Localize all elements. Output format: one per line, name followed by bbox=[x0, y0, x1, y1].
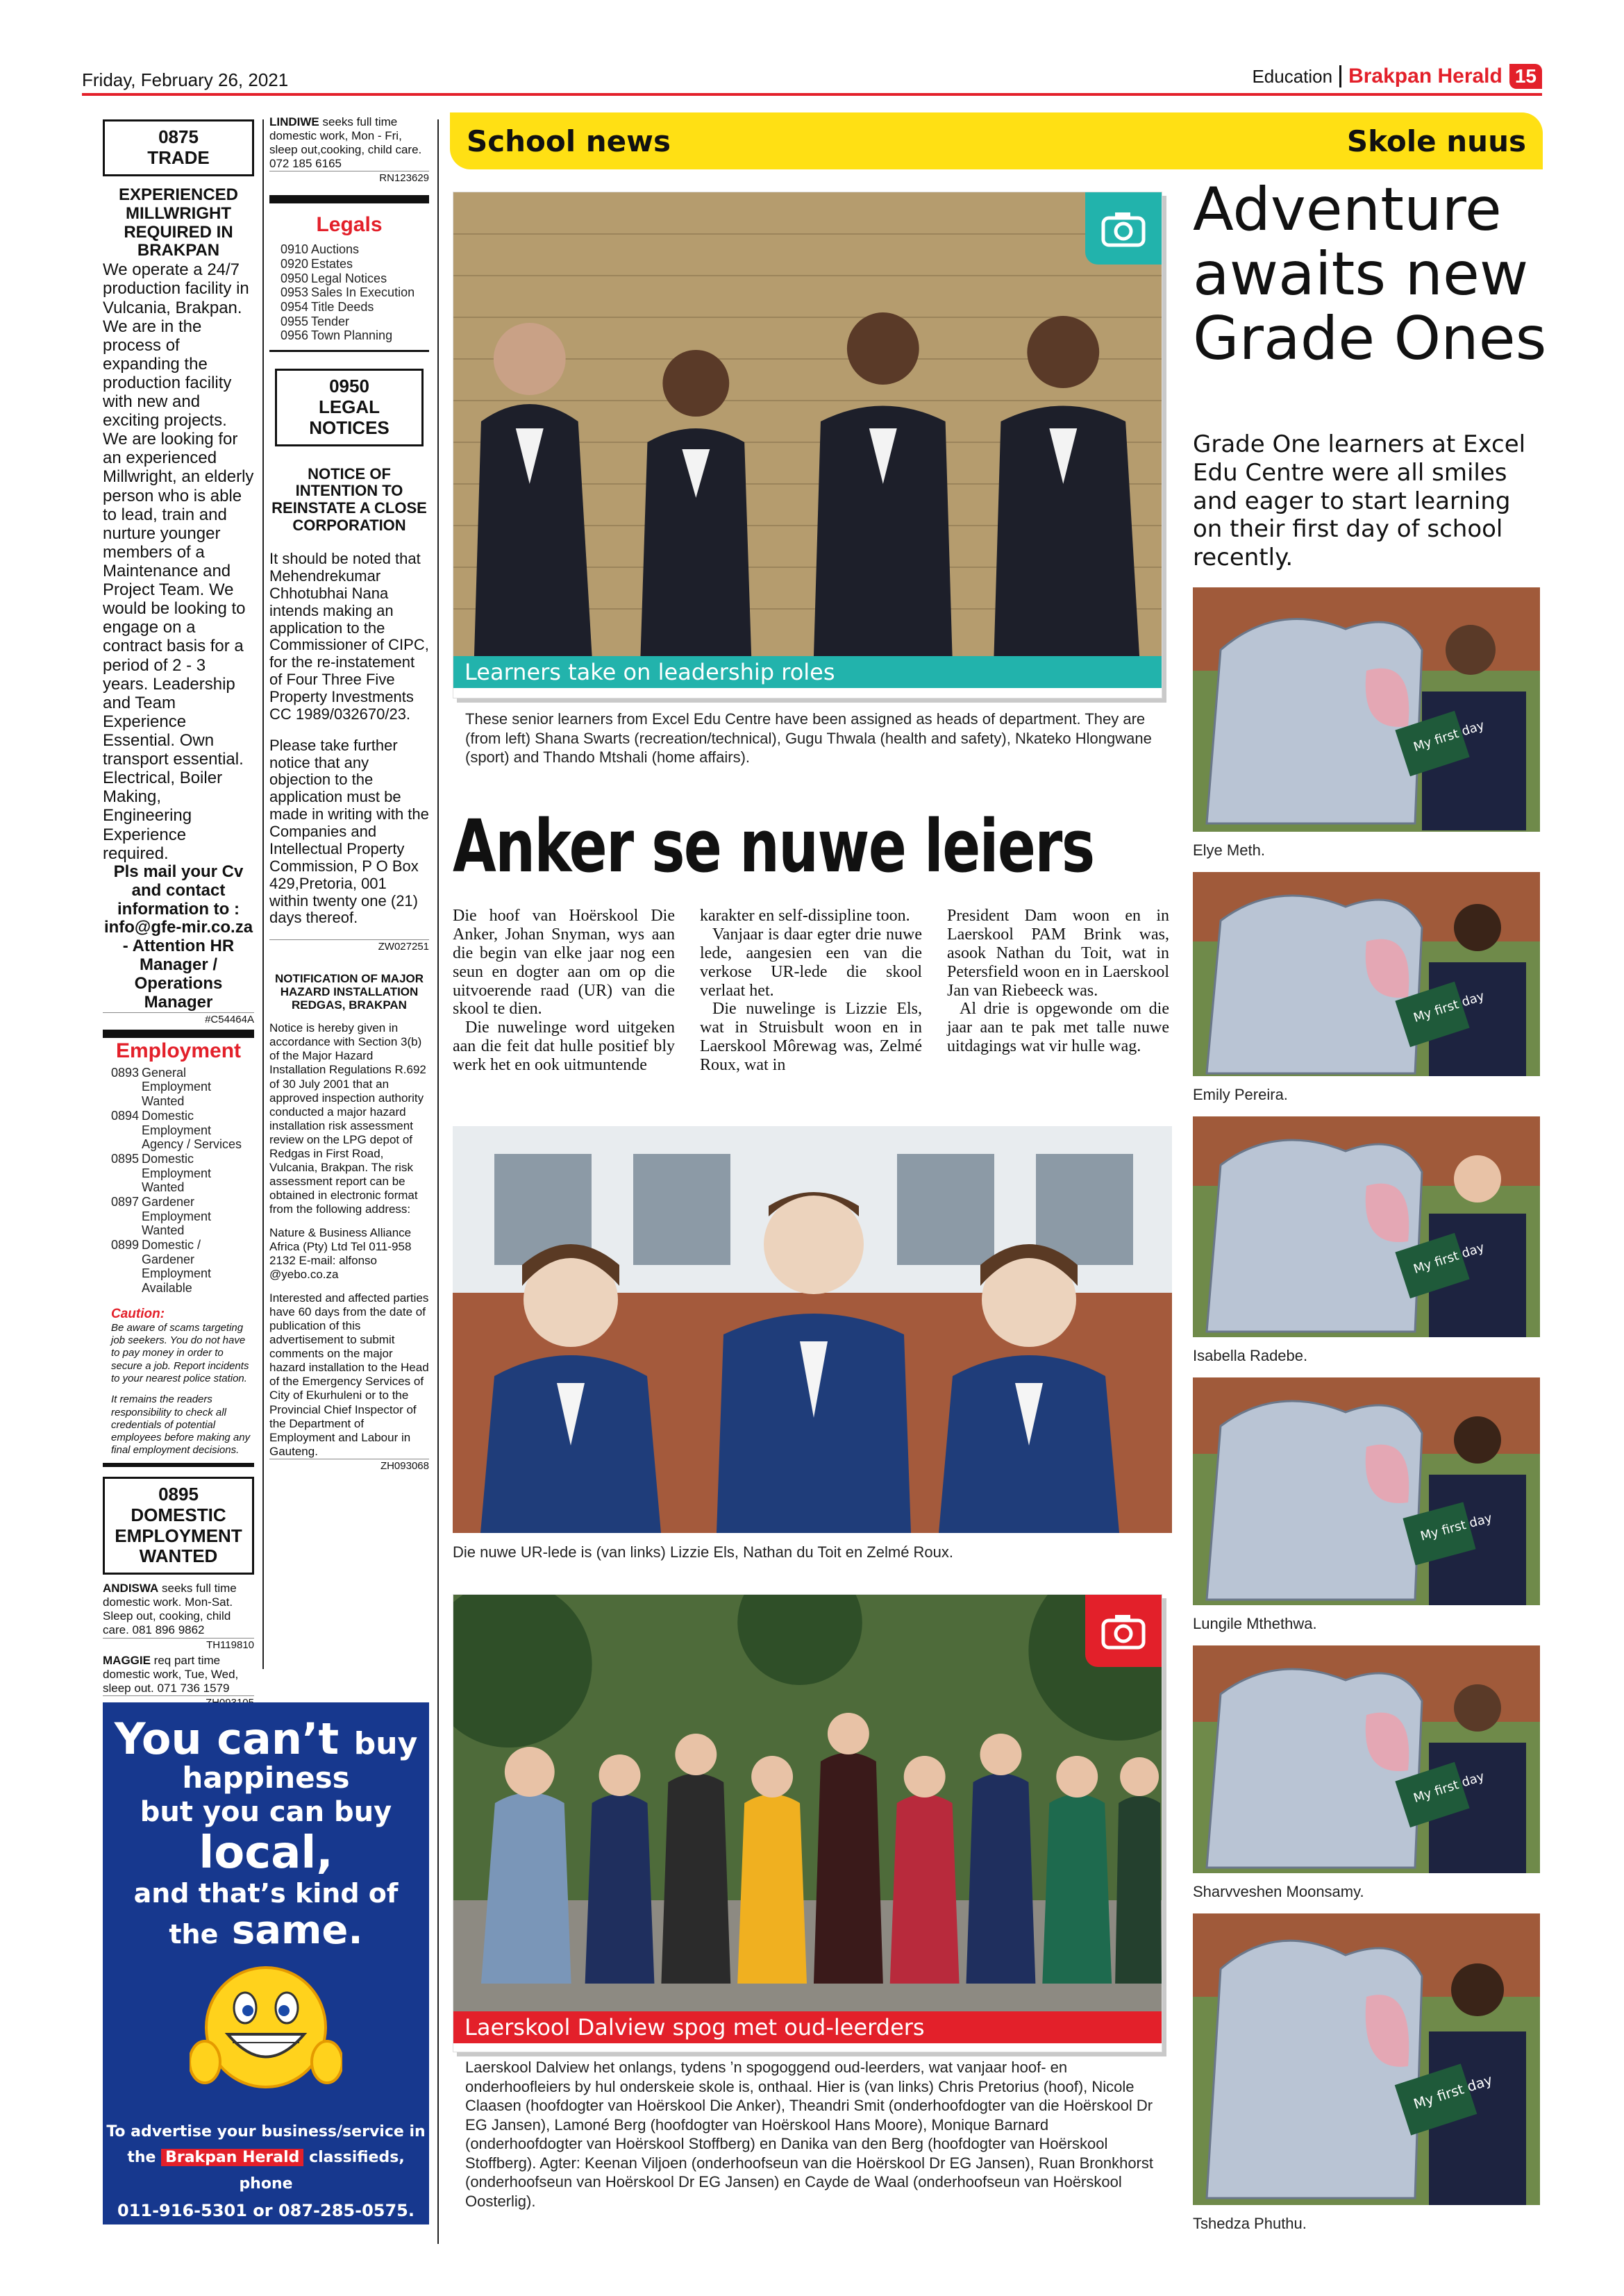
story2-col-1: Die hoof van Hoërskool Die Anker, Johan Snyman, wys aan die begin van elke jaar nog een seun en dogter aan om op die uitvoerende raad (UR) van die skool te dien. Die nuwelinge word uitgeken aan die feit dat hulle positief bly werk het en ook uitmuntende bbox=[453, 907, 675, 1074]
millwright-ref: #C54464A bbox=[103, 1012, 254, 1025]
section-rule bbox=[269, 195, 429, 203]
smiley-thumbs-icon bbox=[190, 1958, 342, 2104]
sign-text: My first day bbox=[1412, 1769, 1487, 1806]
list-item[interactable]: 0897 Gardener Employment Wanted bbox=[111, 1194, 212, 1238]
list-item[interactable]: 0950 Legal Notices bbox=[281, 271, 387, 285]
notice1-p2: Please take further notice that any objection to the application must be made in writing with the Companies and Intellectual Property Commission, P O Box 429,Pretoria, 001 within twenty one (21) days thereof. bbox=[269, 736, 429, 927]
ad-line-5: and that’s kind of bbox=[133, 1877, 399, 1909]
domestic-title: DOMESTIC EMPLOYMENT WANTED bbox=[115, 1504, 242, 1567]
kid-photo bbox=[1193, 1913, 1540, 2205]
lindiwe-ad: LINDIWE seeks full time domestic work, Mon - Fri, sleep out,cooking, child care. 072 185 6165 bbox=[269, 115, 422, 171]
andiswa-ad: ANDISWA seeks full time domestic work. Mon-Sat. Sleep out, cooking, child care. 081 896 9862 bbox=[103, 1582, 237, 1637]
kid-photo bbox=[1193, 872, 1540, 1076]
millwright-body: We operate a 24/7 production facility in Vulcania, Brakpan. We are in the process of expanding the production facility with new and exciting projects. We are looking for an experienced Millwright, an elderly person who is able to lead, train and nurture younger members of a Maintenance and Project Team. We would be looking to engage on a contract basis for a period of 2 - 3 years. Leadership and Team Experience Essential. Own transport essential. Electrical, Boiler Making, Engineering Experience required. bbox=[103, 260, 254, 863]
list-item[interactable]: 0953 Sales In Execution bbox=[281, 285, 415, 300]
caution-text-2: It remains the readers responsibility to check all credentials of potential employees before making any final employment decisions. bbox=[111, 1393, 251, 1457]
notice2-p1: Notice is hereby given in accordance with Section 3(b) of the Major Hazard Installation Regulations R.692 of 30 July 2001 that an approved inspection authority conducted a major hazard installation risk assessment review on the LPG depot of Redgas in First Road, Vulcania, Brakpan. The risk assessment report can be obtained in electronic format from the following address: bbox=[269, 1021, 426, 1216]
kids-gallery bbox=[1193, 587, 1540, 2233]
list-item[interactable]: 0910 Auctions bbox=[281, 242, 360, 257]
story3-photo-frame bbox=[453, 1594, 1162, 2052]
story2-photo-caption: Die nuwe UR-lede is (van links) Lizzie Els, Nathan du Toit en Zelmé Roux. bbox=[453, 1543, 954, 1561]
page-date: Friday, February 26, 2021 bbox=[82, 69, 289, 90]
notice2-p3: Interested and affected parties have 60 days from the date of publication of this advertisement to submit comments on the major hazard installation to the Head of the Emergency Services of City of Ekurhuleni or to the Provincial Chief Inspector of the Department of Employment and Labour in Gauteng. bbox=[269, 1291, 429, 1458]
domestic-code: 0895 bbox=[158, 1483, 199, 1505]
page-number: 15 bbox=[1509, 64, 1542, 89]
kid-caption: Lungile Mthethwa. bbox=[1193, 1615, 1317, 1632]
section-rule bbox=[103, 1030, 254, 1038]
story1-photo-caption: Learners take on leadership roles bbox=[453, 656, 1162, 688]
story3-photo bbox=[453, 1595, 1162, 2011]
caution-title: Caution: bbox=[111, 1306, 165, 1321]
legals-title: Legals bbox=[316, 213, 383, 237]
list-item[interactable]: 0956 Town Planning bbox=[281, 328, 393, 343]
kid-caption: Elye Meth. bbox=[1193, 841, 1265, 859]
trade-code: 0875 bbox=[158, 126, 199, 147]
camera-icon bbox=[1085, 1595, 1162, 1667]
header-divider bbox=[1339, 65, 1341, 87]
ad-footer-1: To advertise your business/service in bbox=[106, 2123, 426, 2140]
notice1-title: NOTICE OF INTENTION TO REINSTATE A CLOSE CORPORATION bbox=[271, 464, 427, 534]
story1-caption: These senior learners from Excel Edu Centre have been assigned as heads of department. They are (from left) Shana Swarts (recreation/technical), Gugu Thwala (health and safety), Nkateko Hlongwane (sport) and Thando Mtshali (home affairs). bbox=[465, 710, 1152, 766]
kid-photo bbox=[1193, 1645, 1540, 1873]
ad-line-4: local, bbox=[199, 1827, 333, 1879]
sign-text: My first day bbox=[1418, 1511, 1494, 1544]
story1-photo bbox=[453, 192, 1162, 656]
section-name: Education bbox=[1252, 65, 1333, 87]
notice2-title: NOTIFICATION OF MAJOR HAZARD INSTALLATION REDGAS, BRAKPAN bbox=[274, 972, 424, 1012]
shop-local-ad[interactable] bbox=[103, 1702, 429, 2224]
notice2-ref: ZH093068 bbox=[269, 1459, 429, 1472]
kid-photo bbox=[1193, 1116, 1540, 1337]
sign-text: My first day bbox=[1412, 989, 1487, 1025]
band-left: School news bbox=[467, 124, 671, 158]
list-item[interactable]: 0899 Domestic / Gardener Employment Available bbox=[111, 1238, 212, 1296]
ad-line-1: You can’t buy bbox=[114, 1713, 418, 1764]
story4-headline: Adventure awaits new Grade Ones bbox=[1193, 175, 1547, 374]
section-rule bbox=[269, 350, 429, 352]
list-item[interactable]: 0894 Domestic Employment Agency / Services bbox=[111, 1108, 242, 1152]
caution-text-1: Be aware of scams targeting job seekers. You do not have to pay money in order to secure a job. Report incidents to your nearest police station. bbox=[111, 1321, 249, 1384]
story1-photo-frame bbox=[453, 192, 1162, 698]
millwright-title: EXPERIENCED MILLWRIGHT REQUIRED IN BRAKPAN bbox=[118, 185, 239, 260]
classifieds-col-2 bbox=[269, 115, 429, 1472]
sign-text: My first day bbox=[1412, 1240, 1487, 1277]
notice2-p2: Nature & Business Alliance Africa (Pty) Ltd Tel 011-958 2132 E-mail: alfonso @yebo.co.za bbox=[269, 1225, 412, 1282]
story4-intro: Grade One learners at Excel Edu Centre were all smiles and eager to start learning on their first day of school recently. bbox=[1193, 430, 1526, 572]
ad-footer-2: the Brakpan Herald classifieds, phone bbox=[127, 2149, 405, 2193]
legal-notices-code: 0950 bbox=[329, 376, 369, 396]
sign-text: My first day bbox=[1412, 718, 1487, 755]
header-rule bbox=[82, 93, 1542, 96]
kid-photo bbox=[1193, 1377, 1540, 1605]
domestic-header bbox=[103, 1477, 254, 1575]
notice1-p1: It should be noted that Mehendrekumar Chhotubhai Nana intends making an application to the Commissioner of CIPC, for the re-instatement of Four Three Five Property Investments CC 1989/032670/23. bbox=[269, 550, 429, 723]
maggie-ad: MAGGIE req part time domestic work, Tue, Wed, sleep out. 071 736 1579 bbox=[103, 1653, 239, 1695]
list-item[interactable]: 0955 Tender bbox=[281, 314, 350, 328]
notice1-ref: ZW027251 bbox=[269, 939, 429, 953]
kid-caption: Sharvveshen Moonsamy. bbox=[1193, 1883, 1364, 1900]
list-item[interactable]: 0920 Estates bbox=[281, 256, 353, 271]
ad-line-3: but you can buy bbox=[140, 1796, 392, 1829]
employment-list bbox=[103, 1066, 254, 1296]
ad-line-2: happiness bbox=[182, 1761, 350, 1795]
kid-caption: Emily Pereira. bbox=[1193, 1086, 1288, 1103]
story3-caption: Laerskool Dalview het onlangs, tydens ’n spogoggend oud-leerders, wat vanjaar hoof- en onderhoofleiers by hul onderskeie skole is, onthaal. Hier is (van links) Chris Pretorius (hoof), Nicole Claasen (hoofdogter van Hoërskool Die Anker), Theandri Smit (onderhoofdogter van die Hoërskool Dr EG Jansen), Lamoné Berg (hoofdogter van Hoërskool Hans Moore), Monique Barnard (onderhoofdogter van Hoërskool Stoffberg) en Danika van den Berg (hoofdogter van Hoërskool Stoffberg). Agter: Keenan Viljoen (onderhoofseun van die Hoërskool Dr EG Jansen), Ruan Bronkhorst (onderhoofseun van Hoërskool Dr EG Jansen) en Cayde de Waal (onderhoofseun van Hoërskool Oosterlig). bbox=[465, 2059, 1153, 2210]
list-item[interactable]: 0954 Title Deeds bbox=[281, 299, 374, 314]
column-rule bbox=[262, 119, 264, 1669]
section-rule bbox=[103, 1463, 254, 1467]
kid-caption: Tshedza Phuthu. bbox=[1193, 2215, 1307, 2232]
story2-col-3: President Dam woon en in Laerskool PAM Brink was, asook Nathan du Toit, wat in Petersfield woon en in Laerskool Jan van Riebeeck was. Al drie is opgewonde om die jaar aan te pak met talle nuwe uitdagings wat vir hulle wag. bbox=[947, 907, 1169, 1056]
band-right: Skole nuus bbox=[1346, 124, 1526, 158]
ad-footer bbox=[103, 2119, 429, 2225]
sign-text: My first day bbox=[1411, 2071, 1495, 2113]
trade-header bbox=[103, 119, 254, 176]
ad-line-6: the same. bbox=[169, 1908, 363, 1954]
story2-col-2: karakter en self-dissipline toon. Vanjaar is daar egter drie nuwe lede, aangesien een van die verkose UR-lede die skool verlaat het. Die nuwelinge is Lizzie Els, wat in Struisbult woon en in Laerskool Môrewag was, Zelmé Roux, wat in bbox=[700, 907, 922, 1074]
kid-caption: Isabella Radebe. bbox=[1193, 1347, 1308, 1364]
story3-photo-caption: Laerskool Dalview spog met oud-leerders bbox=[453, 2011, 1162, 2043]
classifieds-col-1 bbox=[103, 119, 254, 1709]
camera-icon bbox=[1085, 192, 1162, 265]
kid-photo bbox=[1193, 587, 1540, 832]
column-rule bbox=[437, 119, 439, 2244]
legals-list bbox=[269, 242, 429, 343]
section-band bbox=[450, 112, 1543, 169]
list-item[interactable]: 0893 General Employment Wanted bbox=[111, 1065, 212, 1109]
paper-name: Brakpan Herald bbox=[1348, 65, 1502, 87]
employment-title: Employment bbox=[115, 1039, 242, 1062]
lindiwe-ref: RN123629 bbox=[269, 171, 429, 184]
list-item[interactable]: 0895 Domestic Employment Wanted bbox=[111, 1151, 212, 1195]
story2-photo bbox=[453, 1126, 1172, 1533]
millwright-contact: Pls mail your Cv and contact information to : info@gfe-mir.co.za - Attention HR Manager / Operations Manager bbox=[103, 862, 253, 1012]
page-header-right bbox=[1252, 64, 1542, 89]
story2-headline: Anker se nuwe leiers bbox=[453, 804, 1094, 889]
trade-title: TRADE bbox=[147, 146, 210, 168]
ad-footer-3: 011-916-5301 or 087-285-0575. bbox=[117, 2201, 415, 2221]
legal-notices-title: LEGAL NOTICES bbox=[309, 396, 390, 438]
legal-notices-header bbox=[275, 369, 424, 446]
andiswa-ref: TH119810 bbox=[103, 1638, 254, 1651]
